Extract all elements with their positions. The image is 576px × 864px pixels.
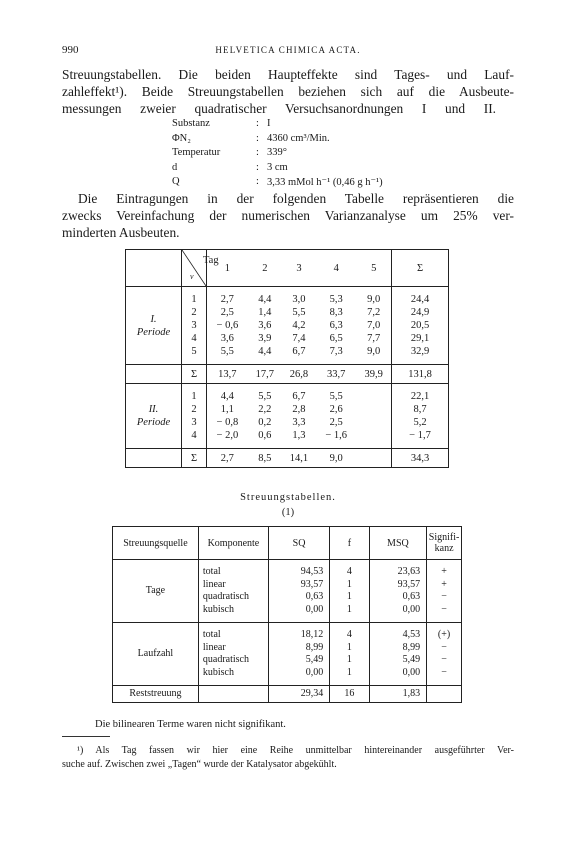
value-cell: 7,2 xyxy=(367,307,381,318)
period-label xyxy=(126,293,182,358)
value-cell: − 0,8 xyxy=(216,417,239,428)
value-cell: 3,3 xyxy=(292,417,306,428)
table-note: Die bilinearen Terme waren nicht signifikant. xyxy=(95,719,286,730)
period-roman: II. xyxy=(148,404,159,415)
nu-cell: 2 xyxy=(182,306,207,319)
column-sum-cell: 14,1 xyxy=(282,449,316,468)
intro-line: zahleffekt¹). Beide Streuungstabellen beziehen sich auf die Ausbeute- xyxy=(62,84,514,99)
significance-header xyxy=(427,527,462,560)
variance-header-cell: Streuungsquelle xyxy=(113,527,199,560)
table-row xyxy=(126,293,449,306)
parameter-value: 3 cm xyxy=(267,161,288,173)
msq-cell: 93,57 xyxy=(369,579,426,592)
journal-page: 990 HELVETICA CHIMICA ACTA. Streuungstabellen. Die beiden Haupteffekte sind Tages- und Lauf- zahleffekt¹). Beide Streuungstabellen beziehen sich auf die Ausbeute- messungen zweier quadratischer Versuchsanordnungen I und II. Substanz : I ΦN₂ : 4360 cm³/Min. Temperatur : 339° d : 3 cm Q : 3,33 mMol h⁻¹ (0,46 g h⁻¹) Die Eintragungen in der folgenden Tabelle repräsentieren die zwecks Vereinfachung der numerischen Varianzanalyse um 25% ver- minderten Ausbeuten. Tag ν 1 2 3 4 5 Σ I. Periode 1 2,7 4,4 3,0 5,3 9,0 24,4 2 2,5 1,4 5,5 8,3 7,2 24,9 3 − 0,6 3,6 4,2 6,3 7,0 20,5 4 3,6 3,9 7,4 6,5 7,7 29,1 5 5,5 4,4 6,7 7,3 9,0 32,9 Σ 13,7 17,7 26,8 33,7 39,9 131,8 II. Periode 1 4,4 5,5 6,7 5,5 22,1 2 1,1 2,2 2,8 2,6 8,7 3 − 0,8 0,2 3,3 2,5 5,2 4 − 2,0 0,6 1,3 − 1,6 − 1,7 Σ 2,7 8,5 14,1 9,0 34,3 Streuungstabellen. (1) Streuungsquelle Komponente SQ f MSQ Signifi- kanz Tage total 94,53 4 23,63 + linear 93,57 1 93,57 + quadratisch 0,63 1 0,63 − kubisch 0,00 1 0,00 − Laufzahl total 18,12 4 4,53 (+) linear 8,99 1 8,99 − quadratisch 5,49 1 5,49 − kubisch 0,00 1 0,00 − Reststreuung 29,34 16 1,83 Die bilinearen Terme waren nicht signifikant. ¹) Als Tag fassen wir hier eine Reihe unmittelbar hintereinander ausgeführter Ver- suche auf. Zwischen zwei „Tagen“ wurde der Katalysator abgekühlt. xyxy=(62,44,515,770)
value-cell: 6,7 xyxy=(292,346,306,357)
row-sum-cell: 20,5 xyxy=(392,319,449,332)
value-cell: 3,9 xyxy=(258,333,272,344)
footnote-marker: ¹) xyxy=(77,745,84,756)
period-roman: I. xyxy=(150,313,157,325)
variance-row xyxy=(113,629,462,642)
component-cell: kubisch xyxy=(198,667,268,680)
day-header: 3 xyxy=(296,262,302,274)
day-header: 1 xyxy=(224,262,230,274)
row-sum-cell: − 1,7 xyxy=(392,429,449,442)
sum-header: Σ xyxy=(392,250,449,287)
parameter-value: I xyxy=(267,118,271,129)
row-sum-cell: 8,7 xyxy=(392,403,449,416)
footnote-line: suche auf. Zwischen zwei „Tagen“ wurde der Katalysator abgekühlt. xyxy=(62,759,337,770)
nu-cell: 1 xyxy=(182,390,207,403)
table-intro-paragraph xyxy=(62,190,514,241)
value-cell: 7,3 xyxy=(329,346,343,357)
msq-cell: 8,99 xyxy=(369,642,426,655)
value-cell xyxy=(356,429,391,442)
sq-cell: 0,63 xyxy=(268,591,329,604)
significance-cell: − xyxy=(441,654,447,665)
value-cell: 6,3 xyxy=(329,320,343,331)
f-cell: 1 xyxy=(330,654,369,667)
row-sum-cell: 22,1 xyxy=(392,390,449,403)
parameter-value: 339° xyxy=(267,147,287,158)
paragraph-line: minderten Ausbeuten. xyxy=(62,225,180,240)
value-cell: 5,5 xyxy=(292,307,306,318)
row-sum-cell: 5,2 xyxy=(392,416,449,429)
parameter-key: Q xyxy=(172,176,180,187)
component-cell: kubisch xyxy=(198,604,268,617)
value-cell: 5,5 xyxy=(258,391,272,402)
value-cell: 4,2 xyxy=(292,320,306,331)
significance-cell: + xyxy=(441,566,447,577)
residual-msq: 1,83 xyxy=(369,686,426,703)
variance-header-cell: Komponente xyxy=(198,527,268,560)
row-sum-cell: 24,9 xyxy=(392,306,449,319)
nu-axis-label: ν xyxy=(190,272,194,281)
column-sum-cell: 33,7 xyxy=(316,365,356,384)
period-label xyxy=(126,390,182,442)
parameter-key: Substanz xyxy=(172,118,210,129)
value-cell: 1,1 xyxy=(220,404,234,415)
value-cell: 7,0 xyxy=(367,320,381,331)
variance-header-cell: SQ xyxy=(268,527,329,560)
value-cell: 9,0 xyxy=(367,346,381,357)
value-cell: 3,6 xyxy=(258,320,272,331)
value-cell: 2,2 xyxy=(258,404,272,415)
value-cell: 6,5 xyxy=(329,333,343,344)
sum-row-sigma: Σ xyxy=(182,449,207,468)
significance-cell: (+) xyxy=(437,629,451,640)
sq-cell: 5,49 xyxy=(268,654,329,667)
value-cell xyxy=(356,416,391,429)
nu-cell: 1 xyxy=(182,293,207,306)
nu-cell: 4 xyxy=(182,332,207,345)
residual-significance xyxy=(427,686,462,703)
sq-cell: 8,99 xyxy=(268,642,329,655)
value-cell: 4,4 xyxy=(258,294,272,305)
f-cell: 1 xyxy=(330,579,369,592)
value-cell: 5,3 xyxy=(329,294,343,305)
significance-cell: + xyxy=(441,578,447,590)
parameter-value: 4360 cm³/Min. xyxy=(267,132,330,144)
msq-cell: 4,53 xyxy=(369,629,426,642)
nu-cell: 5 xyxy=(182,345,207,358)
paragraph-line: zwecks Vereinfachung der numerischen Varianzanalyse um 25% ver- xyxy=(62,208,514,223)
column-sum-cell: 9,0 xyxy=(316,449,356,468)
value-cell: 0,6 xyxy=(258,430,272,441)
value-cell: 9,0 xyxy=(367,294,381,305)
column-sum-row xyxy=(126,449,449,468)
period-word: Periode xyxy=(136,417,171,428)
day-header: 5 xyxy=(371,262,377,274)
intro-paragraph xyxy=(62,66,514,117)
value-cell: 4,4 xyxy=(258,346,272,357)
column-sum-cell: 13,7 xyxy=(207,365,248,384)
f-cell: 1 xyxy=(330,667,369,680)
yield-table xyxy=(125,249,449,468)
value-cell: 1,4 xyxy=(258,307,272,318)
sum-row-blank xyxy=(126,365,182,384)
column-sum-cell: 2,7 xyxy=(207,449,248,468)
significance-header-line: kanz xyxy=(434,543,454,554)
variance-header-cell: f xyxy=(330,527,369,560)
intro-line: messungen zweier quadratischer Versuchsanordnungen I und II. xyxy=(62,101,496,116)
sq-cell: 0,00 xyxy=(268,667,329,680)
column-sum-cell: 17,7 xyxy=(248,365,282,384)
value-cell: 3,0 xyxy=(292,294,306,305)
diagonal-header-cell xyxy=(182,250,219,287)
value-cell: 1,3 xyxy=(292,430,306,441)
nu-cell: 2 xyxy=(182,403,207,416)
f-cell: 1 xyxy=(330,591,369,604)
row-sum-cell: 29,1 xyxy=(392,332,449,345)
value-cell: 2,6 xyxy=(329,404,343,415)
table-caption-title: Streuungstabellen. xyxy=(240,492,336,503)
value-cell xyxy=(356,390,391,403)
value-cell: 5,5 xyxy=(220,346,234,357)
residual-f: 16 xyxy=(330,686,369,703)
msq-cell: 0,63 xyxy=(369,591,426,604)
variance-source: Laufzahl xyxy=(113,629,199,679)
variance-header-cell: MSQ xyxy=(369,527,426,560)
column-sum-cell: 26,8 xyxy=(282,365,316,384)
table-header-row xyxy=(126,250,449,287)
intro-line: Streuungstabellen. Die beiden Haupteffekte sind Tages- und Lauf- xyxy=(62,67,514,82)
day-header: 2 xyxy=(262,262,268,274)
msq-cell: 23,63 xyxy=(369,566,426,579)
value-cell: 3,6 xyxy=(220,333,234,344)
table-corner-blank xyxy=(126,250,182,287)
footnote-line: ¹) Als Tag fassen wir hier eine Reihe unmittelbar hintereinander ausgeführter Ver- xyxy=(77,745,515,756)
value-cell: 7,7 xyxy=(367,333,381,344)
variance-row xyxy=(113,566,462,579)
value-cell: 0,2 xyxy=(258,417,272,428)
sq-cell: 94,53 xyxy=(268,566,329,579)
parameter-key: ΦN₂ xyxy=(172,132,191,144)
value-cell: 4,4 xyxy=(220,391,234,402)
component-cell: linear xyxy=(198,642,268,655)
f-cell: 1 xyxy=(330,604,369,617)
f-cell: 1 xyxy=(330,642,369,655)
column-sum-cell: 8,5 xyxy=(248,449,282,468)
column-sum-cell xyxy=(356,449,391,468)
sq-cell: 0,00 xyxy=(268,604,329,617)
value-cell xyxy=(356,403,391,416)
residual-component xyxy=(198,686,268,703)
f-cell: 4 xyxy=(330,629,369,642)
day-header: 4 xyxy=(333,262,339,274)
nu-cell: 3 xyxy=(182,416,207,429)
row-sum-cell: 24,4 xyxy=(392,293,449,306)
significance-cell: − xyxy=(441,603,447,615)
value-cell: 2,5 xyxy=(220,307,234,318)
msq-cell: 0,00 xyxy=(369,667,426,680)
value-cell: 7,4 xyxy=(292,333,306,344)
journal-title: HELVETICA CHIMICA ACTA. xyxy=(215,45,361,55)
value-cell: 2,5 xyxy=(329,417,343,428)
sum-row-blank xyxy=(126,449,182,468)
significance-cell: − xyxy=(441,666,447,678)
grand-total-cell: 34,3 xyxy=(392,449,449,468)
component-cell: quadratisch xyxy=(198,654,268,667)
parameter-key: Temperatur xyxy=(172,147,221,158)
parameter-value: 3,33 mMol h⁻¹ (0,46 g h⁻¹) xyxy=(267,177,383,188)
value-cell: 2,7 xyxy=(220,294,234,305)
value-cell: 5,5 xyxy=(329,391,343,402)
residual-row xyxy=(113,686,462,703)
component-cell: total xyxy=(198,566,268,579)
period-word: Periode xyxy=(136,326,171,338)
component-cell: quadratisch xyxy=(198,591,268,604)
variance-source: Tage xyxy=(113,566,199,616)
day-axis-label: Tag xyxy=(203,255,219,266)
msq-cell: 0,00 xyxy=(369,604,426,617)
value-cell: 8,3 xyxy=(329,307,343,318)
row-sum-cell: 32,9 xyxy=(392,345,449,358)
footnote xyxy=(62,744,514,772)
significance-cell: − xyxy=(441,641,447,653)
column-sum-cell: 39,9 xyxy=(356,365,391,384)
table-caption-number: (1) xyxy=(281,507,295,518)
parameter-key: d xyxy=(172,161,178,173)
value-cell: − 0,6 xyxy=(216,320,239,331)
significance-header-line: Signifi- xyxy=(428,532,460,543)
variance-table xyxy=(112,526,462,703)
nu-cell: 3 xyxy=(182,319,207,332)
value-cell: 2,8 xyxy=(292,404,306,415)
msq-cell: 5,49 xyxy=(369,654,426,667)
sq-cell: 93,57 xyxy=(268,579,329,592)
value-cell: − 2,0 xyxy=(216,430,239,441)
footnote-rule xyxy=(62,736,110,737)
value-cell: 6,7 xyxy=(292,391,306,402)
table-row xyxy=(126,390,449,403)
f-cell: 4 xyxy=(330,566,369,579)
residual-source: Reststreuung xyxy=(113,686,199,703)
page-number: 990 xyxy=(62,44,79,56)
sq-cell: 18,12 xyxy=(268,629,329,642)
grand-total-cell: 131,8 xyxy=(392,365,449,384)
sum-row-sigma: Σ xyxy=(182,365,207,384)
significance-cell: − xyxy=(441,591,447,602)
running-header xyxy=(62,44,514,58)
paragraph-line: Die Eintragungen in der folgenden Tabelle repräsentieren die xyxy=(78,191,514,206)
component-cell: linear xyxy=(198,579,268,592)
component-cell: total xyxy=(198,629,268,642)
column-sum-row xyxy=(126,365,449,384)
nu-cell: 4 xyxy=(182,429,207,442)
variance-header-row xyxy=(113,527,462,560)
value-cell: − 1,6 xyxy=(325,430,348,441)
residual-sq: 29,34 xyxy=(268,686,329,703)
